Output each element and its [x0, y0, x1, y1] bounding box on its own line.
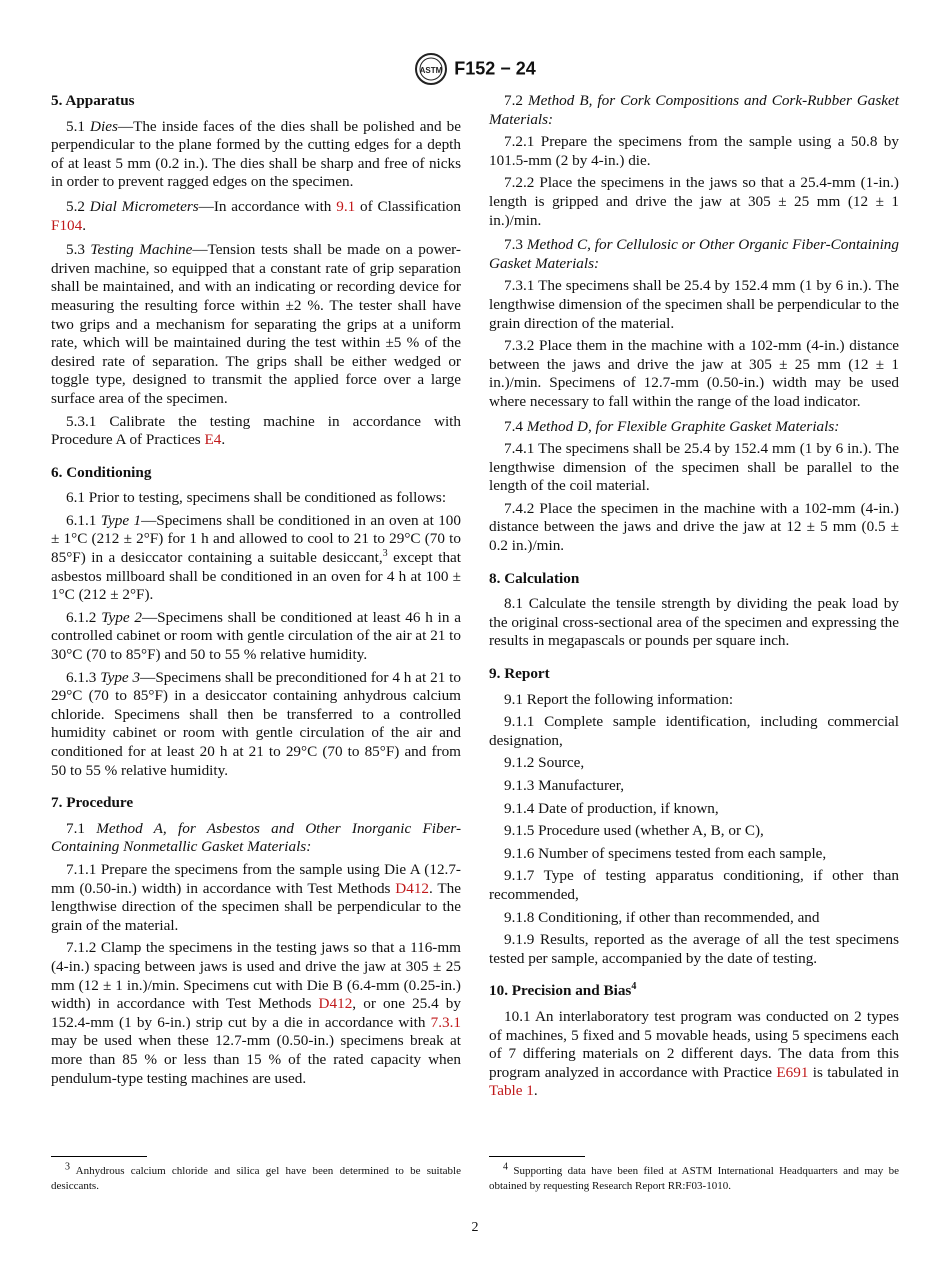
paragraph: 7.2.1 Prepare the specimens from the sample using a 50.8 by 101.5-mm (2 by 4-in.) die.: [489, 133, 899, 169]
page-number: 2: [471, 1220, 479, 1235]
paragraph: 9.1.9 Results, reported as the average of all the test specimens tested per sample, accompanied by the date of testing.: [489, 931, 899, 967]
designation: F152 − 24: [454, 58, 536, 79]
paragraph: 9.1.5 Procedure used (whether A, B, or C),: [504, 822, 764, 840]
paragraph: 5.2 Dial Micrometers—In accordance with 9.1 of Classification F104.: [51, 197, 461, 234]
section-title: 8. Calculation: [489, 569, 580, 587]
paragraph: 8.1 Calculate the tensile strength by dividing the peak load by the original cross-sectional area of the specimen and expressing the results in megapascals or pounds per square inch.: [489, 595, 899, 650]
footnote-rule: [51, 1156, 147, 1157]
section-title: 10. Precision and Bias$^4$: [489, 981, 637, 1000]
paragraph: 9.1.1 Complete sample identification, including commercial designation,: [489, 713, 899, 749]
paragraph: 9.1.7 Type of testing apparatus conditioning, if other than recommended,: [489, 867, 899, 903]
paragraph: 7.1 Method A, for Asbestos and Other Inorganic Fiber-Containing Nonmetallic Gasket Materials:: [51, 819, 462, 856]
link-table-1[interactable]: Table 1: [489, 1082, 534, 1100]
section-title: 6. Conditioning: [51, 463, 152, 481]
paragraph: 9.1.8 Conditioning, if other than recommended, and: [504, 908, 820, 926]
paragraph: 6.1 Prior to testing, specimens shall be conditioned as follows:: [66, 489, 447, 507]
paragraph: 9.1.3 Manufacturer,: [504, 777, 625, 794]
section-title: 5. Apparatus: [51, 92, 135, 109]
paragraph: 7.4.1 The specimens shall be 25.4 by 152.4 mm (1 by 6 in.). The lengthwise dimension of the specimen shall be parallel to the length of the coil material.: [489, 440, 899, 495]
link-d412[interactable]: D412: [395, 879, 430, 897]
paragraph: 7.1.2 Clamp the specimens in the testing jaws so that a 116-mm (4-in.) spacing between jaws is used and drive the jaw at 305 ± 25 mm (12 ± 1 in.)/min. Specimens cut with Die B (6.4-mm (0.25-in.) width) in accordance with Test Methods D412, or one 25.4 by 152.4-mm (1 by 6-in.) strip cut by a die in accordance with 7.3.1 may be used when these 12.7-mm (0.50-in.) specimens break at more than 85 % or less than 15 % of the rated capacity when pendulum-type testing machines are used.: [51, 939, 461, 1087]
link-e4[interactable]: E4: [204, 431, 222, 449]
paragraph: 9.1.4 Date of production, if known,: [504, 799, 719, 817]
section-title: 7. Procedure: [51, 794, 134, 812]
link-d412[interactable]: D412: [318, 995, 353, 1013]
paragraph: 7.2.2 Place the specimens in the jaws so that a 25.4-mm (1-in.) length is gripped and drive the jaw at 305 ± 25 mm (12 ± 1 in.)/min.: [489, 174, 899, 229]
paragraph: 7.4 Method D, for Flexible Graphite Gasket Materials:: [504, 417, 840, 435]
paragraph: 6.1.1 Type 1—Specimens shall be conditioned in an oven at 100 ± 1°C (212 ± 2°F) for 1 h and allowed to cool to 21 to 29°C (70 to 85°F) in a desiccator containing a suitable desiccant,$^3$ except that asbestos millboard shall be conditioned in an oven for 4 h at 100 ± 1°C (212 ± 2°F).: [51, 511, 462, 604]
paragraph: 6.1.3 Type 3—Specimens shall be preconditioned for 4 h at 21 to 29°C (70 to 85°F) in a desiccator containing anhydrous calcium chloride. Specimens shall then be transferred to a controlled humidity cabinet or room with gentle circulation of the air and conditioned for at least 20 h at 21 to 29°C (70 to 85°F) and from 50 to 55 % relative humidity.: [51, 668, 462, 779]
paragraph: 6.1.2 Type 2—Specimens shall be conditioned at least 46 h in a controlled cabinet or room with gentle circulation of the air at 21 to 30°C (70 to 85°F) and 50 to 55 % relative humidity.: [51, 608, 462, 664]
page-header: [0, 52, 950, 86]
paragraph: 9.1.6 Number of specimens tested from each sample,: [504, 844, 827, 862]
link-e691[interactable]: E691: [776, 1063, 809, 1081]
link-9-1[interactable]: 9.1: [336, 197, 356, 215]
svg-text:ASTM: ASTM: [419, 66, 443, 75]
paragraph: 7.1.1 Prepare the specimens from the sample using Die A (12.7-mm (0.50-in.) width) in accordance with Test Methods D412. The lengthwise direction of the specimen shall be perpendicular to the grain of the material.: [51, 860, 461, 934]
paragraph: 7.3.1 The specimens shall be 25.4 by 152.4 mm (1 by 6 in.). The lengthwise dimension of the specimen shall be perpendicular to the grain direction of the material.: [489, 277, 899, 332]
link-f104[interactable]: F104: [51, 216, 83, 234]
paragraph: 9.1 Report the following information:: [504, 690, 734, 708]
astm-logo-icon: [414, 52, 448, 86]
footnote-4: $^4$ Supporting data have been filed at ASTM International Headquarters and may be obtained by requesting Research Report RR:F03-1010.: [489, 1161, 899, 1192]
paragraph: 5.3.1 Calibrate the testing machine in accordance with Procedure A of Practices E4.: [51, 412, 461, 449]
paragraph: 5.3 Testing Machine—Tension tests shall be made on a power-driven machine, so equipped that a constant rate of grip separation shall be maintained, and with an indicating or recording device for measuring the resulting force within ±2 %. The tester shall have two grips and a mechanism for separating the grips at a uniform rate, which will be maintained during the test within ±5 % of the desired rate of separation. The grips shall be either wedged or toggle type, designed to transmit the applied force over a large surface area of the specimen.: [51, 241, 461, 407]
paragraph: 10.1 An interlaboratory test program was conducted on 2 types of machines, 5 fixed and 5 movable heads, using 5 specimens each of 7 differing materials on 2 different days. The data from this program analyzed in accordance with Practice E691 is tabulated in Table 1.: [489, 1007, 899, 1100]
paragraph: 7.3.2 Place them in the machine with a 102-mm (4-in.) distance between the jaws and drive the jaw at 305 ± 25 mm (12 ± 1 in.)/min. Specimens of 12.7-mm (0.50-in.) width may be used where necessary to fall within the range of the load indicator.: [489, 337, 899, 410]
paragraph: 5.1 Dies—The inside faces of the dies shall be polished and be perpendicular to the plane formed by the cutting edges for a depth of at least 5 mm (0.2 in.). The dies shall be sharp and free of nicks in order to prevent ragged edges on the specimen.: [51, 117, 462, 191]
paragraph: 9.1.2 Source,: [504, 754, 585, 772]
section-title: 9. Report: [489, 665, 550, 683]
footnote-rule: [489, 1156, 585, 1157]
left-column: [51, 92, 461, 1092]
paragraph: 7.3 Method C, for Cellulosic or Other Organic Fiber-Containing Gasket Materials:: [489, 236, 899, 272]
paragraph: 7.2 Method B, for Cork Compositions and Cork-Rubber Gasket Materials:: [489, 92, 899, 128]
paragraph: 7.4.2 Place the specimen in the machine with a 102-mm (4-in.) distance between the jaws and drive the jaw at 12 ± 5 mm (0.5 ± 0.2 in.)/min.: [489, 499, 899, 555]
footnote-3: $^3$ Anhydrous calcium chloride and silica gel have been determined to be suitable desiccants.: [51, 1161, 461, 1192]
link-7-3-1[interactable]: 7.3.1: [430, 1013, 461, 1031]
right-column: [489, 92, 899, 1105]
